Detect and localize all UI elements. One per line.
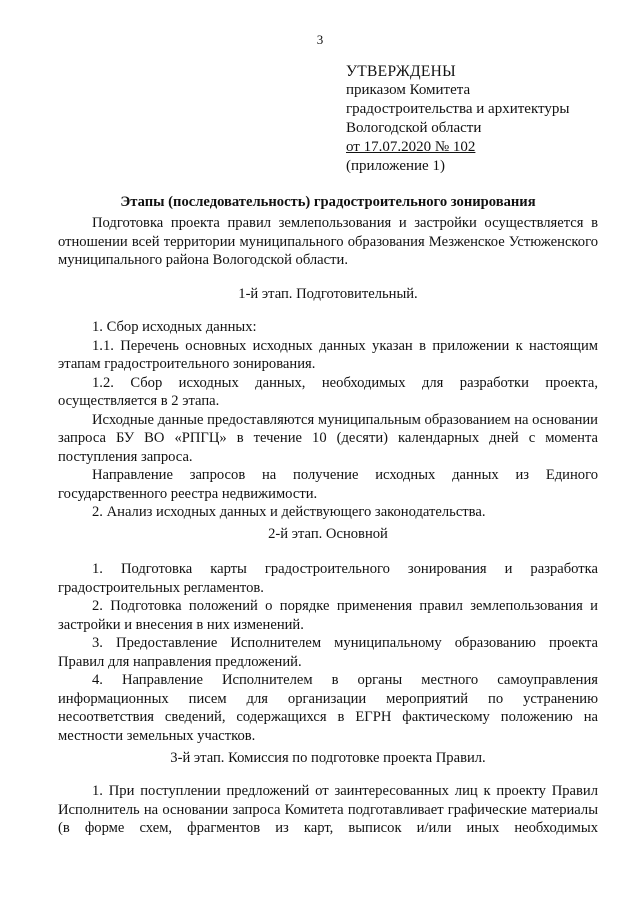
approval-line: Вологодской области — [346, 120, 482, 136]
list-item: 4. Направление Исполнителем в органы местного самоуправления информационных писем для организации мероприятий по устранению несоответствия сведений, содержащихся в ЕГРН фактическому положению на местности земельных участков. — [58, 672, 598, 744]
approval-order-number: от 17.07.2020 № 102 — [346, 139, 476, 155]
approval-line: (приложение 1) — [346, 158, 445, 174]
approval-line: приказом Комитета — [346, 82, 471, 98]
list-item: 1.1. Перечень основных исходных данных указан в приложении к настоящим этапам градостроительного зонирования. — [58, 337, 598, 372]
stage1-items — [58, 318, 598, 522]
stage2-items — [58, 560, 598, 745]
approval-block — [346, 62, 569, 176]
list-item: 1. При поступлении предложений от заинтересованных лиц к проекту Правил Исполнитель на основании запроса Комитета подготавливает графические материалы (в форме схем, фрагментов из карт, выписок и/или иных необходимых — [58, 783, 598, 836]
stage1-section — [58, 285, 598, 304]
approval-line: градостроительства и архитектуры — [346, 101, 570, 117]
stage2-heading: 2-й этап. Основной — [268, 526, 388, 542]
stage3-heading: 3-й этап. Комиссия по подготовке проекта Правил. — [170, 750, 486, 766]
page-number: 3 — [316, 32, 324, 47]
intro-paragraph: Подготовка проекта правил землепользования и застройки осуществляется в отношении всей территории муниципального образования Мезженское Устюженского муниципального района Вологодской области. — [58, 215, 598, 268]
stage3-section — [58, 749, 598, 768]
list-item: Исходные данные предоставляются муниципальным образованием на основании запроса БУ ВО «РПГЦ» в течение 10 (десяти) календарных дней с момента поступления запроса. — [58, 411, 598, 465]
document-title: Этапы (последовательность) градостроительного зонирования — [120, 194, 536, 210]
approval-heading: УТВЕРЖДЕНЫ — [346, 63, 456, 80]
intro-paragraph-block — [58, 214, 598, 270]
list-item: 3. Предоставление Исполнителем муниципальному образованию проекта Правил для направления предложений. — [58, 635, 598, 670]
stage2-section — [58, 525, 598, 544]
list-item: 2. Подготовка положений о порядке применения правил землепользования и застройки и внесения в них изменений. — [58, 598, 598, 633]
list-item: 1.2. Сбор исходных данных, необходимых для разработки проекта, осуществляется в 2 этапа. — [58, 374, 598, 409]
stage1-heading: 1-й этап. Подготовительный. — [238, 286, 418, 302]
list-item: 2. Анализ исходных данных и действующего законодательства. — [92, 504, 486, 520]
stage3-items — [58, 782, 598, 838]
list-item: 1. Сбор исходных данных: — [92, 319, 257, 335]
list-item: Направление запросов на получение исходных данных из Единого государственного реестра недвижимости. — [58, 467, 598, 502]
list-item: 1. Подготовка карты градостроительного зонирования и разработка градостроительных регламентов. — [58, 561, 598, 596]
